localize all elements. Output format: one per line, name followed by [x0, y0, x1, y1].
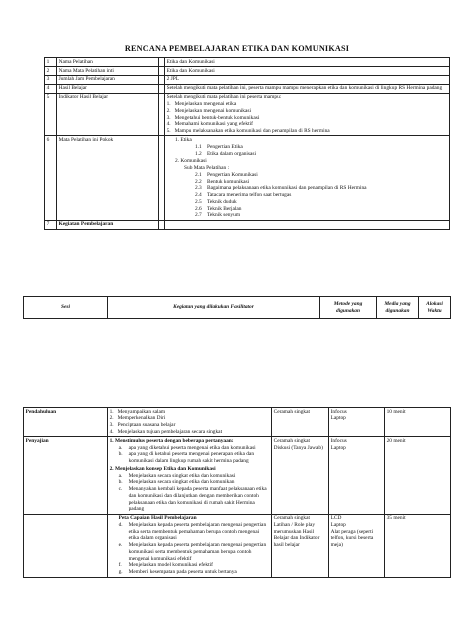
row-number: 5 — [45, 93, 57, 136]
pendahuluan-media: Infocus Laptop — [329, 408, 385, 437]
row-label: Hasil Belajar — [57, 84, 159, 93]
penyajian-list-1 — [110, 445, 270, 465]
sesi-penyajian: Penyajian — [24, 437, 108, 514]
row-label: Indikator Hasil Belajar — [57, 93, 159, 136]
item-number: 2.1 — [195, 171, 202, 178]
sesi-pendahuluan: Pendahuluan — [24, 408, 108, 437]
item-number: 1. — [166, 101, 171, 108]
list-item — [110, 409, 270, 416]
item-text: Menjelaskan mengenai etika — [174, 101, 237, 108]
activity-header-table — [23, 296, 451, 319]
item-number: 2.2 — [195, 178, 202, 185]
list-item — [119, 542, 270, 562]
row-label: Mata Pelatihan ini Pokok — [57, 136, 159, 220]
item-number: c. — [118, 486, 123, 493]
info-row — [45, 84, 450, 93]
penyajian-media: Infocus Laptop — [329, 437, 385, 514]
info-row — [45, 75, 450, 84]
info-row-materi — [45, 136, 450, 220]
penyajian-list-2 — [110, 473, 270, 514]
pendahuluan-kegiatan — [108, 408, 272, 437]
list-item — [119, 473, 270, 480]
item-number: 3. — [109, 422, 114, 429]
activity-table — [23, 407, 451, 578]
row-number: 1 — [45, 58, 57, 67]
row-value: 2 JPL — [165, 75, 450, 84]
row-label: Nama Pelatihan — [57, 58, 159, 67]
item-number: d. — [118, 521, 123, 528]
list-item — [167, 108, 448, 115]
komunikasi-sub-list — [175, 172, 447, 219]
list-item — [119, 562, 270, 569]
header-sesi: Sesi — [24, 297, 108, 319]
capaian-kegiatan — [108, 514, 272, 577]
penyajian-row — [24, 437, 451, 514]
row-value — [165, 220, 450, 229]
header-waktu: Alokasi Waktu — [419, 297, 451, 319]
indikator-cell — [165, 93, 450, 136]
row-value: Etika dan Komunikasi — [165, 58, 450, 67]
item-text: Menjelaskan tujuan pembelajaran secara singkat — [117, 428, 223, 435]
header-media: Media yang digunakan — [377, 297, 419, 319]
header-metode: Metode yang digunakan — [320, 297, 377, 319]
info-row-kegiatan — [45, 220, 450, 229]
list-item — [110, 429, 270, 436]
document-title: RENCANA PEMBELAJARAN ETIKA DAN KOMUNIKASI — [124, 44, 350, 53]
item-text: Mampu melaksanakan etika komunikasi dan penampilan di RS hermina — [174, 128, 330, 135]
row-number: 4 — [45, 84, 57, 93]
list-item — [195, 144, 447, 151]
item-number: 3. — [166, 114, 171, 121]
indikator-list — [167, 101, 448, 135]
penyajian-metode: Ceramah singkat Diskusi (Tanya Jawab) — [272, 437, 329, 514]
capaian-row — [24, 514, 451, 577]
row-number: 3 — [45, 75, 57, 84]
item-number: 1. — [109, 408, 114, 415]
penyajian-heading-2: 2. Menjelaskan konsep Etika dan Komunikasi — [109, 465, 216, 472]
materi-sub-label: Sub Mata Pelatihan : — [184, 165, 230, 172]
row-value: Etika dan Komunikasi — [165, 66, 450, 75]
row-label: Jumlah Jam Pembelajaran — [57, 75, 159, 84]
info-table — [44, 57, 450, 230]
list-item — [195, 172, 447, 179]
item-number: 2.7 — [195, 212, 202, 219]
item-number: 2.6 — [195, 205, 202, 212]
capaian-title: Peta Capaian Hasil Pembelajaran — [118, 515, 197, 522]
item-text: apa yang di ketahui peserta mengenai penerapan etika dan komunikasi dalam lingkup rumah sakit hermina padang — [128, 451, 255, 465]
item-number: b. — [118, 479, 123, 486]
item-number: 2.3 — [195, 185, 202, 192]
sesi-capaian — [24, 514, 108, 577]
item-number: a. — [118, 472, 123, 479]
list-item — [167, 121, 448, 128]
item-number: 4. — [166, 121, 171, 128]
item-text: Tatacara menerima telfon saat bertugas — [207, 192, 292, 199]
header-row — [24, 297, 451, 319]
item-text: Pengertian Komunikasi — [207, 171, 258, 178]
item-text: apa yang diketahui peserta mengenai etika dan komunikasi — [128, 444, 256, 451]
item-number: g. — [118, 569, 123, 576]
item-number: 2.5 — [195, 198, 202, 205]
list-item — [195, 212, 447, 219]
item-number: 2.4 — [195, 192, 202, 199]
item-text: Menjelaskan kepada peserta pembelajaran mengenai pengertian etika serta membentuk pemahaman berupa contoh mengenai etika dalam organisasi — [128, 521, 267, 542]
item-number: 1.1 — [195, 143, 202, 150]
item-number: 4. — [109, 428, 114, 435]
item-text: Bentuk komunikasi — [207, 178, 250, 185]
item-text: Menyampaikan salam — [117, 408, 166, 415]
info-row — [45, 58, 450, 67]
row-value: Setelah mengikuti mata pelatihan ini, peserta mampu mampu menerapkan etika dan komunikasi di lingkup RS Hermina padang — [165, 84, 450, 93]
list-item — [195, 206, 447, 213]
list-item — [110, 415, 270, 422]
header-kegiatan: Kegiatan yang dilakukan Fasilitator — [108, 297, 320, 319]
penyajian-waktu: 20 menit — [385, 437, 451, 514]
materi-etika: 1. Etika — [175, 137, 192, 144]
item-number: 2. — [166, 107, 171, 114]
item-text: Memahami komunikasi yang efektif — [174, 121, 253, 128]
list-item — [119, 569, 270, 576]
list-item — [110, 422, 270, 429]
row-label: Kegiatan Pembelajaran — [57, 220, 159, 229]
item-text: Menjelaskan model komunikasi efektif — [128, 562, 213, 569]
item-text: Teknik senyum — [207, 212, 241, 219]
item-number: 2. — [109, 415, 114, 422]
row-number: 6 — [45, 136, 57, 220]
capaian-list — [110, 522, 270, 576]
item-text: Teknik duduk — [207, 198, 237, 205]
row-number: 7 — [45, 220, 57, 229]
list-item — [119, 445, 270, 452]
item-number: e. — [118, 542, 123, 549]
capaian-waktu: 35 menit — [385, 514, 451, 577]
info-row — [45, 66, 450, 75]
item-text: Penciptaan suasana belajar — [117, 422, 176, 429]
row-label: Nama Mata Pelatihan inti — [57, 66, 159, 75]
list-item — [167, 101, 448, 108]
item-text: Menjelaskan secara singkat etika dan komunikasi — [128, 472, 236, 479]
list-item — [195, 151, 447, 158]
item-text: Memberi kesempatan pada peserta untuk bertanya — [128, 569, 237, 576]
item-text: Pengertian Etika — [207, 143, 243, 150]
list-item — [195, 192, 447, 199]
item-number: b. — [118, 451, 123, 458]
list-item — [119, 522, 270, 542]
penyajian-kegiatan — [108, 437, 272, 514]
item-number: 5. — [166, 128, 171, 135]
capaian-media: LCD Laptop Alat peraga (seperti telfon, kursi beserta meja) — [329, 514, 385, 577]
item-text: Menjelaskan mengenai komunikasi — [174, 107, 251, 114]
list-item — [195, 179, 447, 186]
item-number: f. — [118, 562, 122, 569]
pendahuluan-metode: Ceramah singkat — [272, 408, 329, 437]
row-number: 2 — [45, 66, 57, 75]
item-text: Bagaimana pelaksanaan etika komunikasi dan penampilan di RS Hermina — [207, 185, 367, 192]
list-item — [119, 451, 270, 465]
penyajian-heading-1: 1. Menstimulus peserta dengan beberapa pertanyaan: — [109, 437, 234, 444]
item-text: Mengetahui bentuk-bentuk komunikasi — [174, 114, 260, 121]
materi-komunikasi: 2. Komunikasi — [175, 158, 207, 165]
list-item — [167, 128, 448, 135]
item-number: a. — [118, 444, 123, 451]
pendahuluan-waktu: 10 menit — [385, 408, 451, 437]
info-row-indikator — [45, 93, 450, 136]
item-text: Menjelaskan kepada peserta pembelajaran mengenai pengertian komunikasi serta membentuk pemahaman berupa contoh mengenai komunikasi efektif — [128, 542, 267, 562]
item-text: Teknik Berjalan — [207, 205, 242, 212]
indikator-intro: Setelah mengikuti mata pelatihan ini peserta mampu: — [166, 94, 282, 101]
item-text: Menanyakan kembali kepada peserta manfaat pelaksanaan etika dan komunikasi dan dilanjutkan dengan memberikan contoh pelaksanaan etika dan komunikasi di rumah sakit Hermina padang — [128, 486, 267, 513]
item-text: Memperkenalkan Diri — [117, 415, 166, 422]
list-item — [119, 486, 270, 513]
materi-cell — [165, 136, 450, 220]
pendahuluan-list — [110, 409, 270, 436]
etika-sub-list — [175, 144, 447, 158]
capaian-metode: Ceramah singkat Latihan / Role play merumuskan Hasil Belajar dan Indikator hasil belajar — [272, 514, 329, 577]
pendahuluan-row — [24, 408, 451, 437]
item-number: 1.2 — [195, 150, 202, 157]
item-text: Menjelaskan secara singkat etika dan komunikan — [128, 479, 235, 486]
list-item — [195, 199, 447, 206]
item-text: Etika dalam organisasi — [207, 150, 257, 157]
